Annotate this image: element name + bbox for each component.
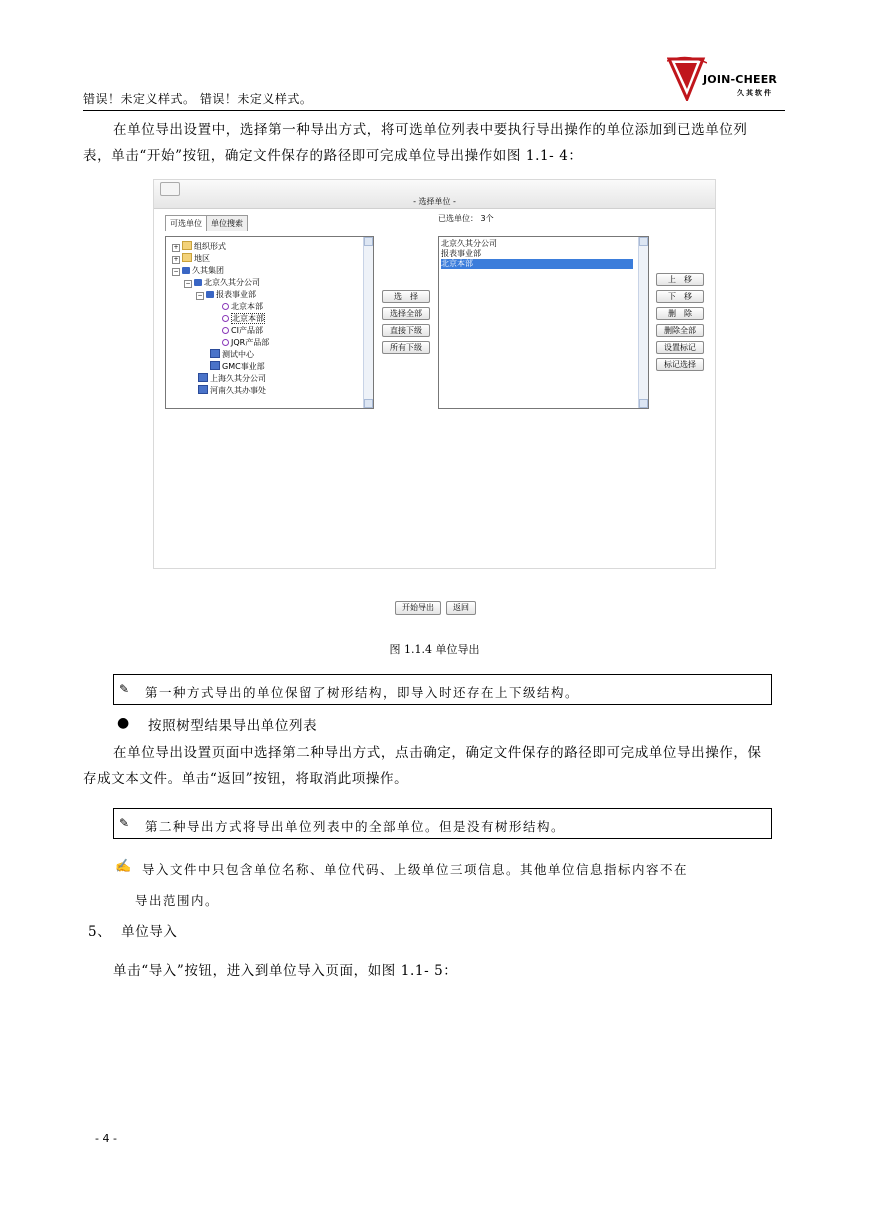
- unit-icon: [222, 303, 229, 310]
- unit-icon: [222, 327, 229, 334]
- computer-icon: [198, 373, 208, 382]
- unit-tabs: [165, 215, 247, 230]
- intro-paragraph: 在单位导出设置中，选择第一种导出方式，将可选单位列表中要执行导出操作的单位添加到已选单位列表，单击“开始”按钮，确定文件保存的路径即可完成单位导出操作如图 1.1- 4：: [83, 122, 748, 164]
- header-rule: [83, 110, 785, 111]
- select-button[interactable]: 选 择: [382, 290, 430, 303]
- pencil-icon: ✎: [119, 682, 130, 696]
- tree-node[interactable]: 河南久其办事处: [198, 385, 266, 396]
- computer-icon: [210, 349, 220, 358]
- note-text: 第一种方式导出的单位保留了树形结构，即导入时还存在上下级结构。: [145, 685, 580, 700]
- select-all-button[interactable]: 选择全部: [382, 307, 430, 320]
- tree-node[interactable]: − 北京久其分公司: [185, 278, 260, 287]
- company-logo: [667, 55, 785, 101]
- selected-unit-list[interactable]: [438, 236, 649, 409]
- window-titlebar: [154, 180, 715, 209]
- tree-node[interactable]: GMC事业部: [210, 361, 265, 372]
- list-item-selected[interactable]: 北京本部: [441, 259, 633, 269]
- figure-caption: 图 1.1.4 单位导出: [389, 643, 480, 656]
- set-mark-button[interactable]: 设置标记: [656, 341, 704, 354]
- tree-node[interactable]: − 久其集团: [173, 266, 224, 275]
- note-text: 第二种导出方式将导出单位列表中的全部单位。但是没有树形结构。: [145, 819, 566, 834]
- tree-node[interactable]: + 地区: [173, 254, 210, 263]
- delete-all-button[interactable]: 删除全部: [656, 324, 704, 337]
- unit-icon: [222, 339, 229, 346]
- tree-node[interactable]: 上海久其分公司: [198, 373, 266, 384]
- scroll-up-icon[interactable]: [364, 237, 373, 246]
- group-icon: [182, 267, 190, 274]
- tree-scrollbar[interactable]: [363, 237, 373, 408]
- note-box-1: [113, 674, 772, 705]
- all-descendants-button[interactable]: 所有下级: [382, 341, 430, 354]
- section-heading: [88, 920, 178, 940]
- hint-text-line2: 导出范围内。: [135, 893, 220, 908]
- unit-tree[interactable]: [165, 236, 374, 409]
- section-number: 5、: [88, 924, 112, 940]
- move-down-button[interactable]: 下 移: [656, 290, 704, 303]
- delete-button[interactable]: 删 除: [656, 307, 704, 320]
- tree-node[interactable]: 测试中心: [210, 349, 254, 360]
- section-title: 单位导入: [121, 924, 178, 940]
- tree-node[interactable]: 北京本部: [222, 301, 263, 312]
- bullet-text: 按照树型结果导出单位列表: [148, 718, 318, 734]
- select-unit-screenshot: [153, 179, 716, 569]
- hint-text-line1: 导入文件中只包含单位名称、单位代码、上级单位三项信息。其他单位信息指标内容不在: [142, 862, 689, 877]
- pencil-icon: ✎: [119, 816, 130, 830]
- bullet-icon: ●: [117, 715, 130, 731]
- group-icon: [206, 291, 214, 298]
- list-scrollbar[interactable]: [638, 237, 648, 408]
- mark-select-button[interactable]: 标记选择: [656, 358, 704, 371]
- tree-node[interactable]: CI产品部: [222, 325, 263, 336]
- start-export-button[interactable]: 开始导出: [395, 601, 441, 615]
- return-button[interactable]: 返回: [446, 601, 476, 615]
- header-chapter-text: 错误！未定义样式。 错误！未定义样式。: [83, 92, 313, 106]
- tree-node[interactable]: − 报表事业部: [197, 290, 256, 299]
- scroll-down-icon[interactable]: [639, 399, 648, 408]
- computer-icon: [210, 361, 220, 370]
- logo-brand-text: JOIN-CHEER: [703, 73, 778, 86]
- unit-icon: [222, 315, 229, 322]
- tree-node[interactable]: JQR产品部: [222, 337, 269, 348]
- tree-node[interactable]: + 组织形式: [173, 242, 226, 251]
- folder-icon: [182, 241, 192, 250]
- note-box-2: [113, 808, 772, 839]
- list-item[interactable]: 北京久其分公司: [441, 239, 497, 248]
- folder-icon: [182, 253, 192, 262]
- hint-icon: ✍: [115, 859, 132, 874]
- list-item[interactable]: 报表事业部: [441, 249, 481, 258]
- selected-count-label: 已选单位： 3个: [438, 214, 494, 223]
- tree-node-selected[interactable]: 北京本部: [222, 313, 265, 324]
- computer-icon: [198, 385, 208, 394]
- group-icon: [194, 279, 202, 286]
- scroll-up-icon[interactable]: [639, 237, 648, 246]
- edit-icon: [160, 182, 180, 196]
- import-paragraph: 单击“导入”按钮，进入到单位导入页面，如图 1.1- 5：: [113, 963, 458, 979]
- selected-count: 3个: [480, 214, 494, 223]
- tab-available-units[interactable]: 可选单位: [165, 215, 207, 231]
- window-title: - 选择单位 -: [413, 197, 456, 206]
- page-number: - 4 -: [95, 1132, 117, 1145]
- logo-sub-text: 久其软件: [737, 89, 773, 97]
- move-up-button[interactable]: 上 移: [656, 273, 704, 286]
- scroll-down-icon[interactable]: [364, 399, 373, 408]
- logo-mark-icon: [667, 55, 707, 101]
- export-paragraph: 在单位导出设置页面中选择第二种导出方式，点击确定，确定文件保存的路径即可完成单位导出操作，保存成文本文件。单击“返回”按钮，将取消此项操作。: [83, 745, 762, 787]
- direct-children-button[interactable]: 直接下级: [382, 324, 430, 337]
- tab-unit-search[interactable]: 单位搜索: [206, 215, 248, 231]
